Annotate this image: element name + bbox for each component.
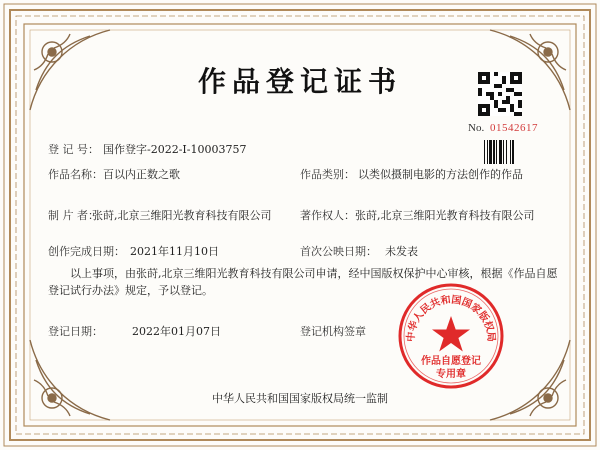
owner-label: 著作权人： (300, 209, 355, 222)
seal-star (432, 316, 470, 352)
serial-number: 01542617 (490, 122, 538, 134)
reg-no-value: 国作登字-2022-I-10003757 (103, 143, 247, 156)
certificate-title: 作品登记证书 (197, 65, 402, 98)
barcode-bar (512, 140, 514, 164)
reg-date-value: 2022年01月07日 (132, 325, 221, 338)
owner-value: 张莳,北京三维阳光教育科技有限公司 (355, 209, 535, 222)
registration-statement: 以上事项，由张莳,北京三维阳光教育科技有限公司申请，经中国版权保护中心审核，根据《作品自愿登记试行办法》规定，予以登记。 (48, 267, 558, 297)
qr-code (478, 72, 522, 116)
barcode-bar (510, 140, 511, 164)
barcode-bar (484, 140, 485, 164)
barcode-bar (506, 140, 507, 164)
agency-seal-label: 登记机构签章 (300, 325, 366, 338)
svg-text:专用章: 专用章 (436, 369, 466, 380)
work-type-value: 以类似摄制电影的方法创作的作品 (358, 168, 523, 181)
official-seal (397, 282, 505, 390)
barcode-bar (489, 140, 492, 164)
barcode-bar (493, 140, 495, 164)
published-date-label: 首次公映日期： (300, 245, 377, 258)
barcode-bar (503, 140, 504, 164)
barcode-bar (487, 140, 488, 164)
reg-no-label: 登 记 号： (48, 143, 99, 156)
issuer-footer: 中华人民共和国国家版权局统一监制 (212, 392, 388, 405)
author-label: 制 片 者： (48, 209, 99, 222)
serial-number-label: No. (468, 122, 485, 134)
corner-ornament-bottom-left (30, 340, 110, 420)
svg-text:作品自愿登记: 作品自愿登记 (421, 356, 481, 367)
work-type-label: 作品类别： (300, 168, 355, 181)
published-date-value: 未发表 (385, 245, 418, 258)
barcode-bar (499, 140, 502, 164)
barcode-bar (496, 140, 497, 164)
author-value: 张莳,北京三维阳光教育科技有限公司 (92, 209, 272, 222)
svg-text:中华人民共和国国家版权局: 中华人民共和国国家版权局 (405, 294, 497, 343)
created-date-label: 创作完成日期： (48, 245, 125, 258)
barcode (484, 140, 530, 164)
work-name-value: 百以内正数之歌 (103, 168, 180, 181)
work-name-label: 作品名称： (48, 168, 103, 181)
created-date-value: 2021年11月10日 (130, 245, 219, 258)
reg-date-label: 登记日期： (48, 325, 103, 338)
